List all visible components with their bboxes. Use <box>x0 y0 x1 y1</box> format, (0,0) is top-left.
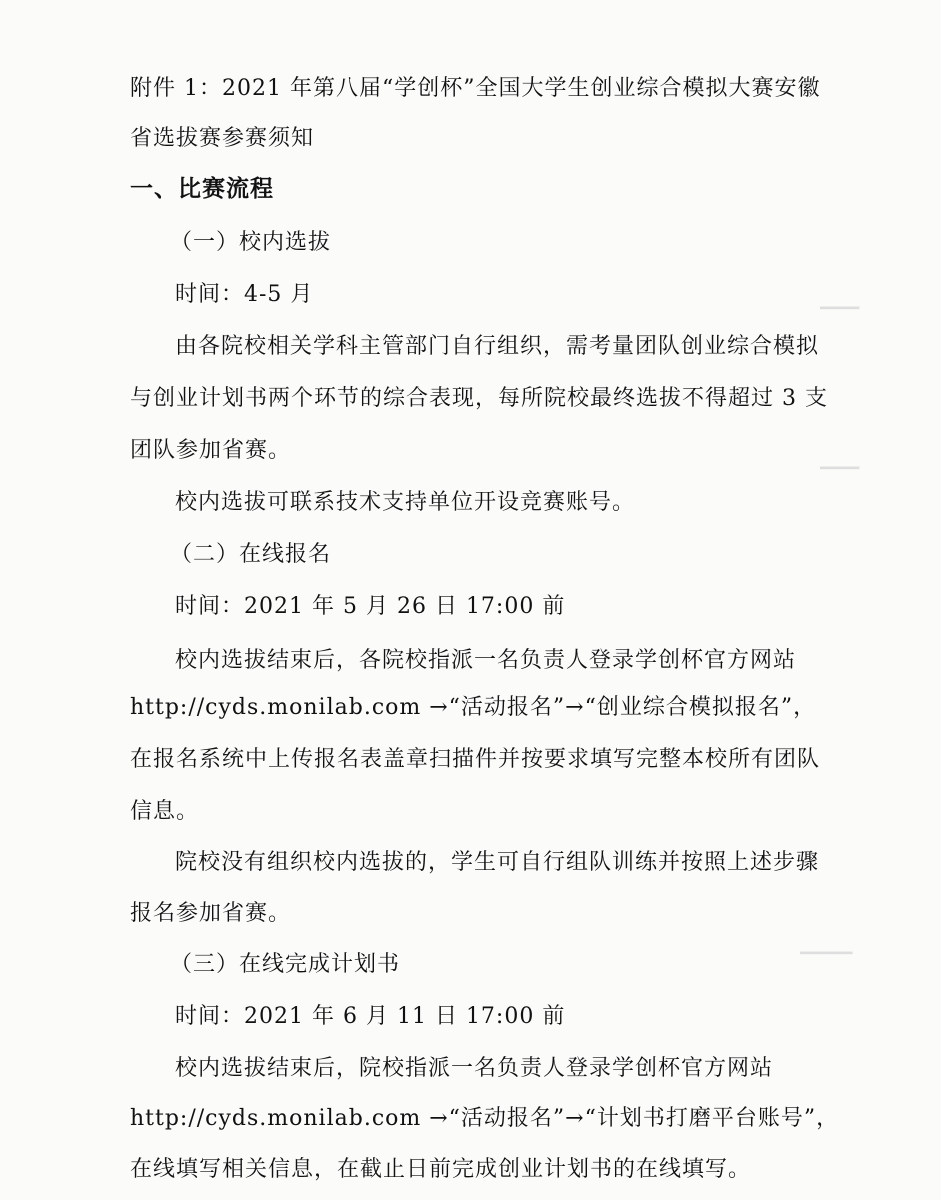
subsection-heading-2: （二）在线报名 <box>170 542 332 567</box>
paragraph-1-line-2: 与创业计划书两个环节的综合表现，每所院校最终选拔不得超过 3 支 <box>130 386 828 411</box>
paragraph-5-line-1: 校内选拔结束后，院校指派一名负责人登录学创杯官方网站 <box>175 1056 774 1081</box>
title-line-1: 附件 1：2021 年第八届“学创杯”全国大学生创业综合模拟大赛安徽 <box>130 76 821 101</box>
paragraph-4-line-2: 报名参加省赛。 <box>130 901 292 926</box>
paragraph-3-line-2: http://cyds.monilab.com →“活动报名”→“创业综合模拟报名”， <box>130 695 817 720</box>
paragraph-2-line-1: 校内选拔可联系技术支持单位开设竞赛账号。 <box>175 490 636 515</box>
subsection-heading-1: （一）校内选拔 <box>170 230 332 255</box>
time-line-1: 时间：4-5 月 <box>175 282 314 307</box>
paragraph-3-line-3: 在报名系统中上传报名表盖章扫描件并按要求填写完整本校所有团队 <box>130 747 821 772</box>
paragraph-1-line-1: 由各院校相关学科主管部门自行组织，需考量团队创业综合模拟 <box>175 334 820 359</box>
time-line-3: 时间：2021 年 6 月 11 日 17:00 前 <box>175 1004 566 1029</box>
paragraph-1-line-3: 团队参加省赛。 <box>130 438 292 463</box>
section-heading: 一、比赛流程 <box>130 175 274 202</box>
paragraph-4-line-1: 院校没有组织校内选拔的，学生可自行组队训练并按照上述步骤 <box>175 850 820 875</box>
bleed-through-mark: ▁▁▁ <box>820 290 860 310</box>
paragraph-5-line-3: 在线填写相关信息，在截止日前完成创业计划书的在线填写。 <box>130 1157 752 1182</box>
paragraph-3-line-1: 校内选拔结束后，各院校指派一名负责人登录学创杯官方网站 <box>175 648 797 673</box>
bleed-through-mark: ▁▁▁ <box>820 450 860 470</box>
paragraph-3-line-4: 信息。 <box>130 799 200 824</box>
subsection-heading-3: （三）在线完成计划书 <box>170 952 401 977</box>
paragraph-5-line-2: http://cyds.monilab.com →“活动报名”→“计划书打磨平台账号”， <box>130 1106 840 1131</box>
title-line-2: 省选拔赛参赛须知 <box>130 126 315 151</box>
time-line-2: 时间：2021 年 5 月 26 日 17:00 前 <box>175 594 566 619</box>
bleed-through-mark: ▁▁▁▁ <box>800 935 853 955</box>
